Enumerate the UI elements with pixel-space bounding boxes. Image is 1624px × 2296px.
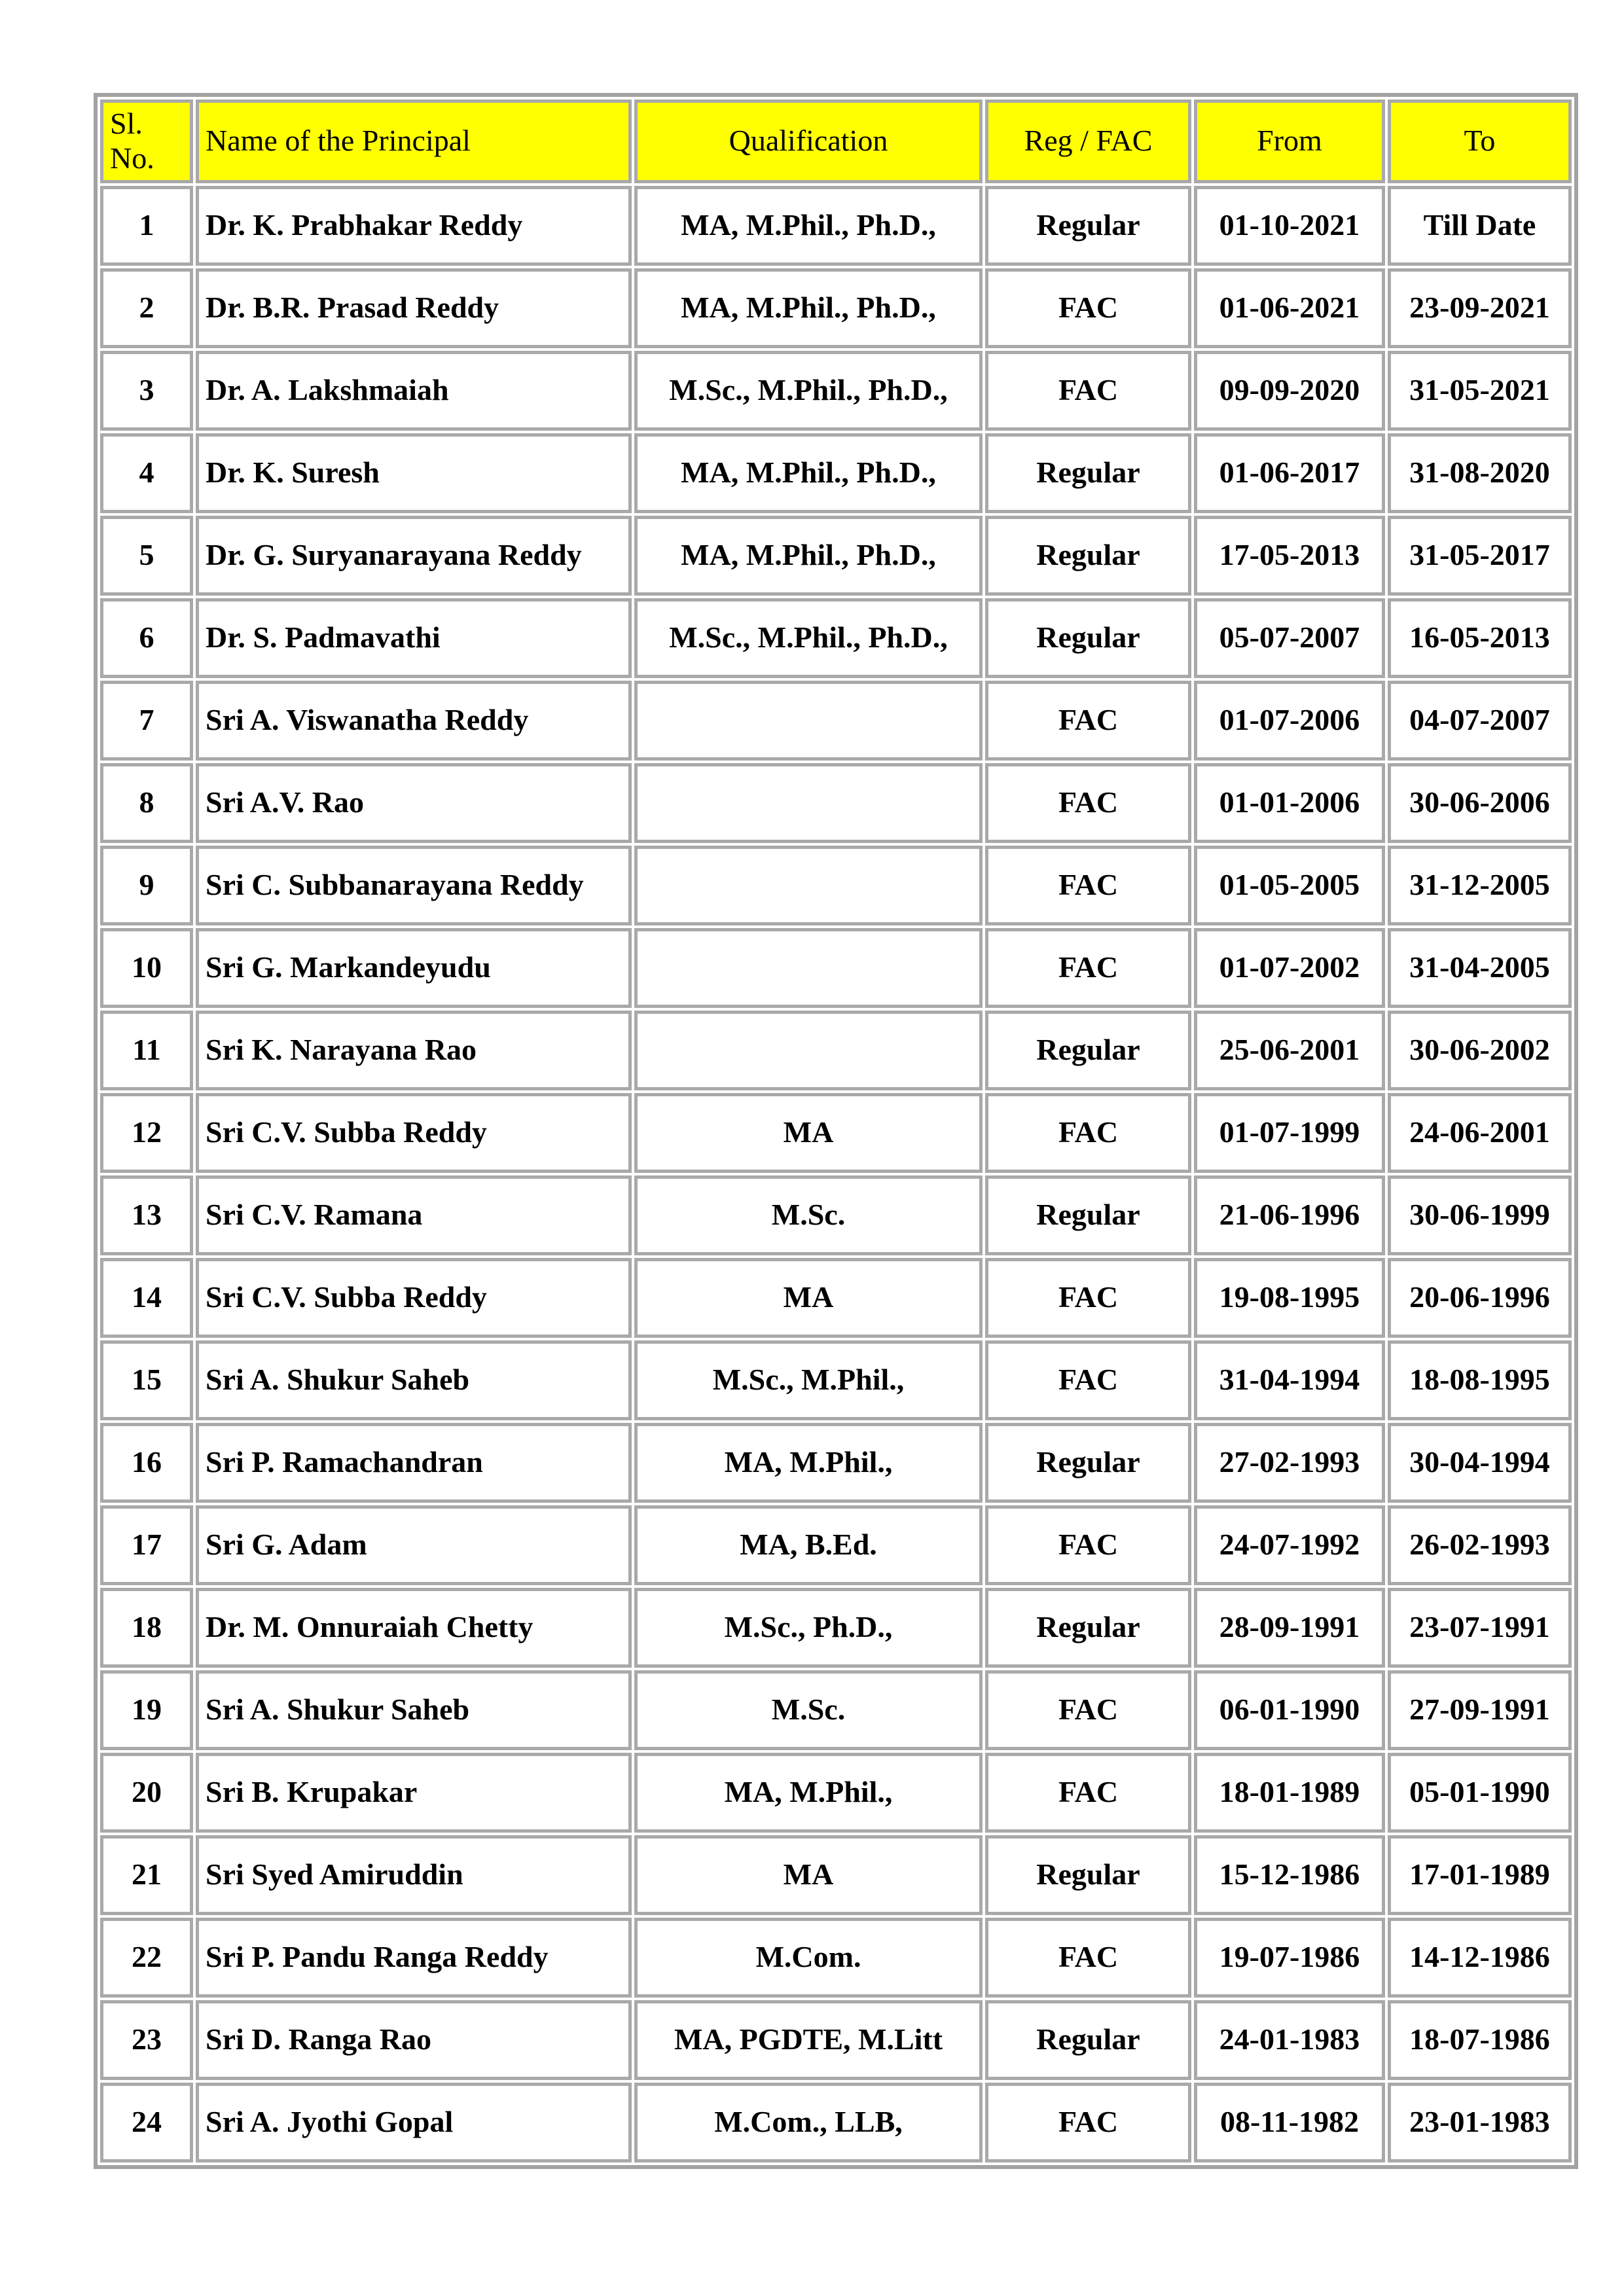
cell-name: Sri G. Adam	[196, 1505, 632, 1585]
cell-sl-no: 6	[100, 598, 193, 678]
cell-reg-fac: Regular	[985, 516, 1191, 596]
cell-name: Dr. K. Prabhakar Reddy	[196, 186, 632, 266]
table-row	[100, 1918, 1572, 1998]
cell-qualification: MA	[634, 1835, 983, 1915]
table-row	[100, 1258, 1572, 1338]
cell-sl-no: 19	[100, 1670, 193, 1750]
table-row	[100, 1670, 1572, 1750]
cell-sl-no: 11	[100, 1011, 193, 1090]
cell-qualification: M.Com., LLB,	[634, 2083, 983, 2162]
cell-from: 15-12-1986	[1194, 1835, 1385, 1915]
cell-from: 17-05-2013	[1194, 516, 1385, 596]
cell-to: 27-09-1991	[1388, 1670, 1572, 1750]
cell-reg-fac: FAC	[985, 1340, 1191, 1420]
cell-to: 20-06-1996	[1388, 1258, 1572, 1338]
header-to: To	[1388, 99, 1572, 183]
cell-sl-no: 10	[100, 928, 193, 1008]
table-row	[100, 2000, 1572, 2080]
cell-name: Sri D. Ranga Rao	[196, 2000, 632, 2080]
cell-name: Dr. S. Padmavathi	[196, 598, 632, 678]
cell-from: 18-01-1989	[1194, 1753, 1385, 1833]
table-row	[100, 763, 1572, 843]
cell-qualification: M.Sc., M.Phil., Ph.D.,	[634, 351, 983, 431]
table-row	[100, 351, 1572, 431]
cell-reg-fac: FAC	[985, 928, 1191, 1008]
cell-sl-no: 22	[100, 1918, 193, 1998]
table-row	[100, 846, 1572, 925]
cell-name: Sri G. Markandeyudu	[196, 928, 632, 1008]
header-from: From	[1194, 99, 1385, 183]
cell-name: Sri A. Jyothi Gopal	[196, 2083, 632, 2162]
table-row	[100, 433, 1572, 513]
cell-reg-fac: FAC	[985, 681, 1191, 761]
cell-from: 06-01-1990	[1194, 1670, 1385, 1750]
cell-to: 31-08-2020	[1388, 433, 1572, 513]
cell-name: Sri A.V. Rao	[196, 763, 632, 843]
cell-reg-fac: Regular	[985, 1423, 1191, 1503]
cell-name: Sri P. Ramachandran	[196, 1423, 632, 1503]
cell-name: Sri C.V. Subba Reddy	[196, 1258, 632, 1338]
cell-name: Sri Syed Amiruddin	[196, 1835, 632, 1915]
cell-sl-no: 9	[100, 846, 193, 925]
cell-reg-fac: Regular	[985, 1011, 1191, 1090]
cell-name: Sri C.V. Ramana	[196, 1175, 632, 1255]
cell-from: 01-01-2006	[1194, 763, 1385, 843]
cell-qualification: M.Sc., Ph.D.,	[634, 1588, 983, 1668]
cell-to: 26-02-1993	[1388, 1505, 1572, 1585]
table-row	[100, 681, 1572, 761]
cell-name: Sri A. Viswanatha Reddy	[196, 681, 632, 761]
cell-from: 21-06-1996	[1194, 1175, 1385, 1255]
cell-to: 04-07-2007	[1388, 681, 1572, 761]
table-header-row	[100, 99, 1572, 183]
cell-sl-no: 7	[100, 681, 193, 761]
cell-from: 24-07-1992	[1194, 1505, 1385, 1585]
cell-qualification: MA, M.Phil.,	[634, 1423, 983, 1503]
cell-qualification: MA, M.Phil., Ph.D.,	[634, 433, 983, 513]
cell-to: 18-08-1995	[1388, 1340, 1572, 1420]
table-row	[100, 186, 1572, 266]
cell-reg-fac: FAC	[985, 268, 1191, 348]
cell-qualification	[634, 681, 983, 761]
cell-qualification: MA	[634, 1258, 983, 1338]
table-row	[100, 516, 1572, 596]
cell-qualification	[634, 928, 983, 1008]
table-row	[100, 1505, 1572, 1585]
cell-sl-no: 12	[100, 1093, 193, 1173]
cell-to: 14-12-1986	[1388, 1918, 1572, 1998]
table-row	[100, 1175, 1572, 1255]
cell-sl-no: 3	[100, 351, 193, 431]
cell-sl-no: 13	[100, 1175, 193, 1255]
cell-name: Sri A. Shukur Saheb	[196, 1340, 632, 1420]
cell-sl-no: 2	[100, 268, 193, 348]
cell-qualification: MA, PGDTE, M.Litt	[634, 2000, 983, 2080]
cell-from: 09-09-2020	[1194, 351, 1385, 431]
cell-to: 30-06-2002	[1388, 1011, 1572, 1090]
cell-name: Sri A. Shukur Saheb	[196, 1670, 632, 1750]
table-row	[100, 1835, 1572, 1915]
cell-reg-fac: FAC	[985, 846, 1191, 925]
cell-reg-fac: Regular	[985, 186, 1191, 266]
table-row	[100, 928, 1572, 1008]
cell-sl-no: 21	[100, 1835, 193, 1915]
cell-from: 01-06-2021	[1194, 268, 1385, 348]
cell-name: Dr. G. Suryanarayana Reddy	[196, 516, 632, 596]
cell-reg-fac: FAC	[985, 1505, 1191, 1585]
cell-name: Dr. M. Onnuraiah Chetty	[196, 1588, 632, 1668]
cell-to: 24-06-2001	[1388, 1093, 1572, 1173]
cell-reg-fac: FAC	[985, 1093, 1191, 1173]
header-name: Name of the Principal	[196, 99, 632, 183]
cell-from: 01-07-2006	[1194, 681, 1385, 761]
cell-qualification: M.Sc., M.Phil., Ph.D.,	[634, 598, 983, 678]
cell-to: 31-05-2021	[1388, 351, 1572, 431]
cell-name: Sri B. Krupakar	[196, 1753, 632, 1833]
cell-sl-no: 14	[100, 1258, 193, 1338]
cell-name: Sri C. Subbanarayana Reddy	[196, 846, 632, 925]
header-sl-no: Sl. No.	[100, 99, 193, 183]
cell-reg-fac: FAC	[985, 1918, 1191, 1998]
cell-name: Sri C.V. Subba Reddy	[196, 1093, 632, 1173]
cell-qualification: M.Sc.	[634, 1670, 983, 1750]
cell-to: 18-07-1986	[1388, 2000, 1572, 2080]
cell-from: 01-05-2005	[1194, 846, 1385, 925]
cell-reg-fac: FAC	[985, 1670, 1191, 1750]
cell-from: 28-09-1991	[1194, 1588, 1385, 1668]
cell-reg-fac: FAC	[985, 1753, 1191, 1833]
cell-sl-no: 18	[100, 1588, 193, 1668]
cell-from: 24-01-1983	[1194, 2000, 1385, 2080]
cell-from: 01-10-2021	[1194, 186, 1385, 266]
cell-sl-no: 16	[100, 1423, 193, 1503]
cell-qualification: MA, M.Phil.,	[634, 1753, 983, 1833]
cell-to: 31-12-2005	[1388, 846, 1572, 925]
cell-qualification: M.Com.	[634, 1918, 983, 1998]
cell-from: 01-07-1999	[1194, 1093, 1385, 1173]
cell-sl-no: 4	[100, 433, 193, 513]
cell-to: 30-06-2006	[1388, 763, 1572, 843]
cell-qualification: MA, M.Phil., Ph.D.,	[634, 268, 983, 348]
cell-sl-no: 23	[100, 2000, 193, 2080]
cell-from: 05-07-2007	[1194, 598, 1385, 678]
table-row	[100, 1423, 1572, 1503]
cell-from: 01-07-2002	[1194, 928, 1385, 1008]
cell-sl-no: 8	[100, 763, 193, 843]
cell-reg-fac: Regular	[985, 1175, 1191, 1255]
cell-to: 23-09-2021	[1388, 268, 1572, 348]
cell-from: 19-07-1986	[1194, 1918, 1385, 1998]
table-row	[100, 1340, 1572, 1420]
cell-name: Dr. B.R. Prasad Reddy	[196, 268, 632, 348]
cell-to: Till Date	[1388, 186, 1572, 266]
cell-qualification	[634, 846, 983, 925]
cell-to: 31-04-2005	[1388, 928, 1572, 1008]
cell-sl-no: 17	[100, 1505, 193, 1585]
cell-sl-no: 15	[100, 1340, 193, 1420]
cell-reg-fac: Regular	[985, 1588, 1191, 1668]
cell-from: 25-06-2001	[1194, 1011, 1385, 1090]
table-row	[100, 1093, 1572, 1173]
cell-reg-fac: FAC	[985, 1258, 1191, 1338]
table-row	[100, 598, 1572, 678]
cell-to: 05-01-1990	[1388, 1753, 1572, 1833]
cell-sl-no: 20	[100, 1753, 193, 1833]
cell-reg-fac: Regular	[985, 433, 1191, 513]
cell-reg-fac: FAC	[985, 763, 1191, 843]
cell-name: Dr. A. Lakshmaiah	[196, 351, 632, 431]
cell-qualification	[634, 763, 983, 843]
cell-to: 31-05-2017	[1388, 516, 1572, 596]
cell-qualification: MA, B.Ed.	[634, 1505, 983, 1585]
cell-to: 17-01-1989	[1388, 1835, 1572, 1915]
cell-to: 16-05-2013	[1388, 598, 1572, 678]
cell-reg-fac: FAC	[985, 351, 1191, 431]
cell-qualification	[634, 1011, 983, 1090]
table-body	[100, 186, 1572, 2162]
cell-qualification: M.Sc.	[634, 1175, 983, 1255]
cell-from: 01-06-2017	[1194, 433, 1385, 513]
cell-qualification: MA, M.Phil., Ph.D.,	[634, 186, 983, 266]
table-row	[100, 268, 1572, 348]
cell-qualification: M.Sc., M.Phil.,	[634, 1340, 983, 1420]
cell-to: 23-01-1983	[1388, 2083, 1572, 2162]
cell-reg-fac: Regular	[985, 2000, 1191, 2080]
cell-qualification: MA, M.Phil., Ph.D.,	[634, 516, 983, 596]
header-qualification: Qualification	[634, 99, 983, 183]
cell-sl-no: 24	[100, 2083, 193, 2162]
cell-reg-fac: FAC	[985, 2083, 1191, 2162]
cell-qualification: MA	[634, 1093, 983, 1173]
cell-to: 30-06-1999	[1388, 1175, 1572, 1255]
header-reg-fac: Reg / FAC	[985, 99, 1191, 183]
cell-name: Sri K. Narayana Rao	[196, 1011, 632, 1090]
cell-from: 08-11-1982	[1194, 2083, 1385, 2162]
cell-sl-no: 5	[100, 516, 193, 596]
cell-from: 31-04-1994	[1194, 1340, 1385, 1420]
table-row	[100, 2083, 1572, 2162]
table-row	[100, 1753, 1572, 1833]
cell-from: 19-08-1995	[1194, 1258, 1385, 1338]
cell-to: 30-04-1994	[1388, 1423, 1572, 1503]
cell-reg-fac: Regular	[985, 1835, 1191, 1915]
cell-name: Sri P. Pandu Ranga Reddy	[196, 1918, 632, 1998]
cell-name: Dr. K. Suresh	[196, 433, 632, 513]
principals-table	[94, 93, 1578, 2169]
table-row	[100, 1588, 1572, 1668]
cell-from: 27-02-1993	[1194, 1423, 1385, 1503]
table-row	[100, 1011, 1572, 1090]
cell-to: 23-07-1991	[1388, 1588, 1572, 1668]
cell-reg-fac: Regular	[985, 598, 1191, 678]
cell-sl-no: 1	[100, 186, 193, 266]
